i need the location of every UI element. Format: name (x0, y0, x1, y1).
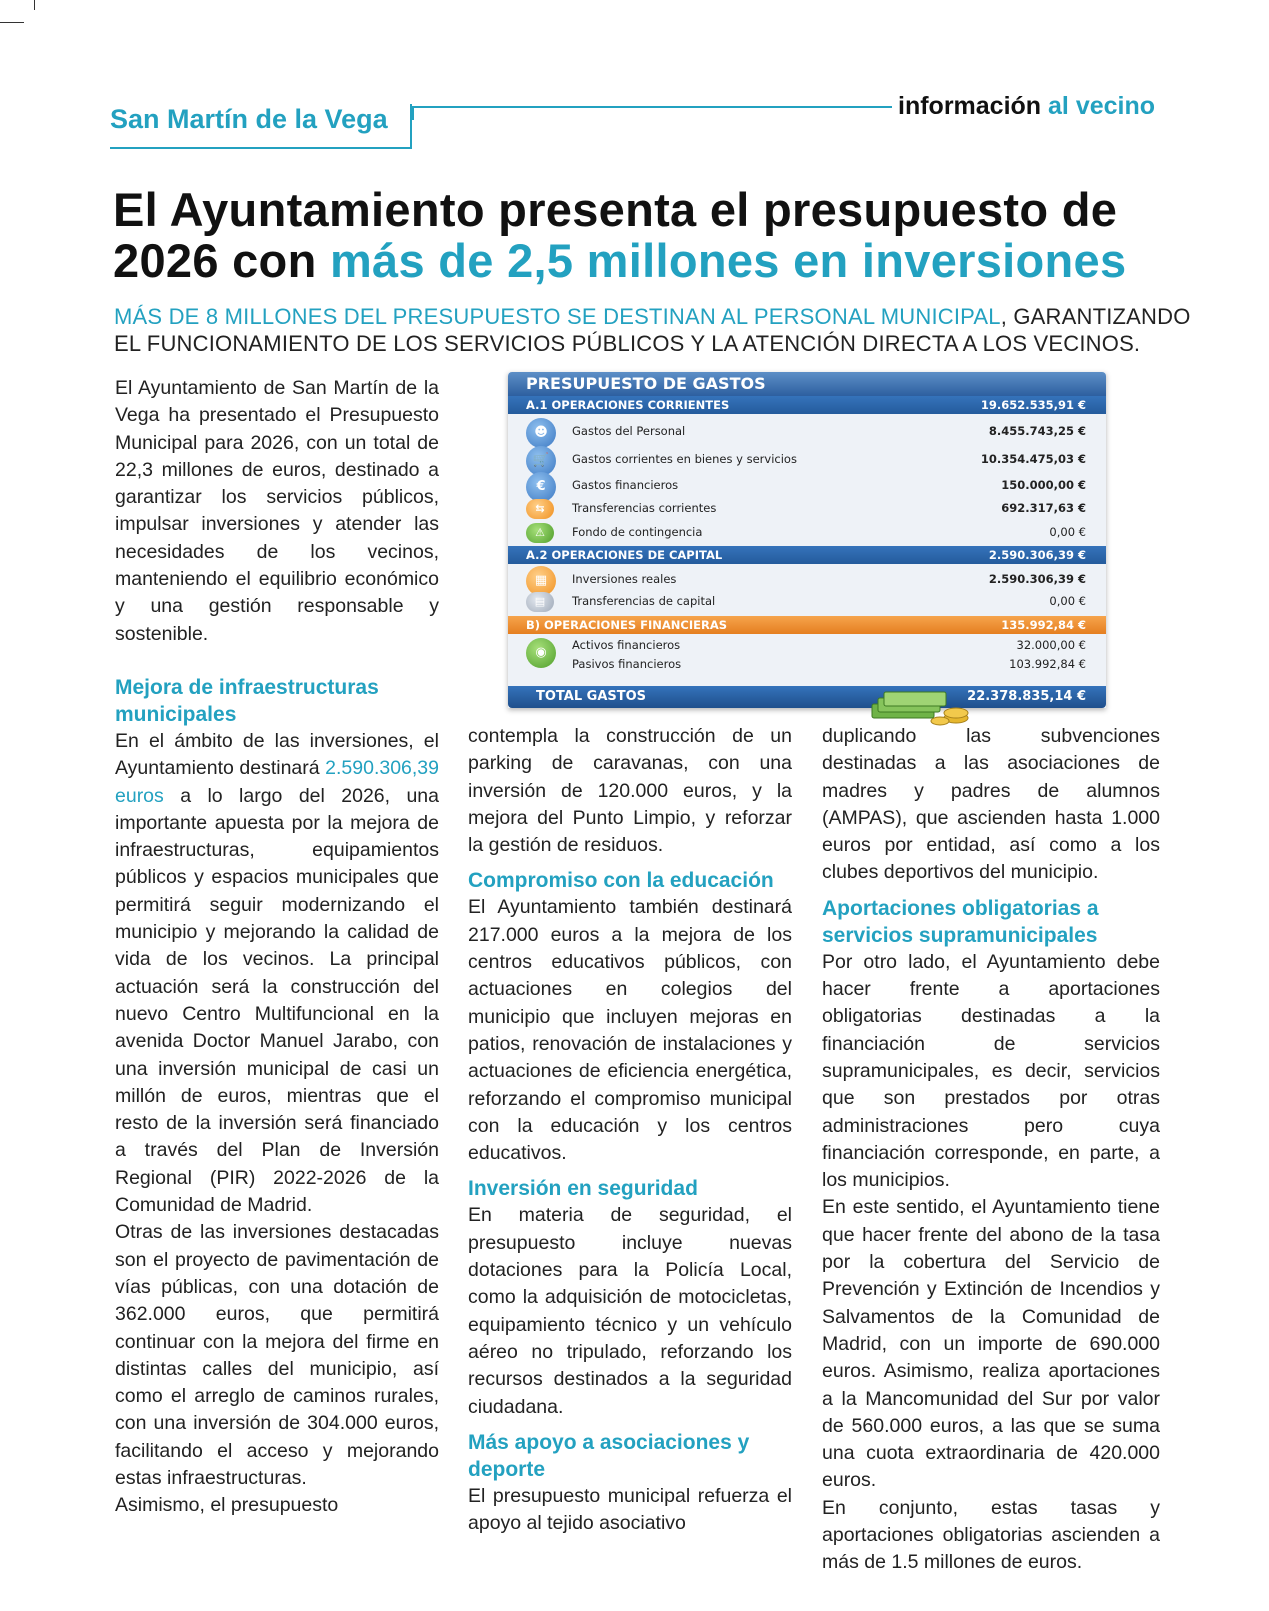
euro-shield-icon: € (526, 472, 556, 502)
row-value: 10.354.475,03 € (980, 452, 1086, 466)
heading-seguridad: Inversión en seguridad (468, 1177, 698, 1201)
person-icon: ☻ (526, 418, 556, 448)
header-rule-tick (412, 106, 414, 120)
subhead-rest: , GARANTIZANDO EL FUNCIONAMIENTO DE LOS SERVICIOS PÚBLICOS Y LA ATENCIÓN DIRECTA A LOS VECINOS. (114, 304, 1191, 356)
row-value: 0,00 € (1049, 525, 1086, 539)
row-value: 692.317,63 € (1001, 501, 1086, 515)
section-bar-a1 (508, 396, 1106, 414)
money-stack-icon (866, 690, 976, 726)
headline-main: El Ayuntamiento presenta el presupuesto de 2026 con (113, 183, 1118, 287)
budget-title: PRESUPUESTO DE GASTOS (508, 372, 1106, 396)
total-label: TOTAL GASTOS (536, 689, 647, 704)
supra-paragraph-2: En este sentido, el Ayuntamiento tiene que hacer frente del abono de la tasa por la cobertura del Servicio de Prevención y Extinción de Incendios y Salvamentos de la Comunidad de Madrid, con un importe de 690.000 euros. Asimismo, realiza aportaciones a la Mancomunidad del Sur por valor de 560.000 euros, a las que se suma una cuota extraordinaria de 420.000 euros. (822, 1196, 1160, 1492)
budget-row (508, 420, 1106, 442)
section-tag (898, 92, 1155, 121)
total-value: 22.378.835,14 € (967, 689, 1086, 704)
heading-supramunicipales: Aportaciones obligatorias a servicios supramunicipales (822, 896, 1099, 947)
row-label: Transferencias corrientes (572, 501, 717, 515)
associations-paragraph-continued: duplicando las subvenciones destinadas a las asociaciones de madres y padres de alumnos (AMPAS), que ascienden hasta 1.000 euros por entidad, así como a los clubes deportivos del municipio. (822, 725, 1160, 884)
row-label: Gastos corrientes en bienes y servicios (572, 452, 797, 466)
article-headline (113, 184, 1193, 286)
infra-paragraph-3-start: Asimismo, el presupuesto (115, 1494, 339, 1517)
a1-value: 19.652.535,91 € (980, 398, 1086, 412)
row-label: Activos financieros (572, 638, 681, 652)
row-label: Fondo de contingencia (572, 525, 703, 539)
column-3 (822, 723, 1160, 1577)
row-value: 8.455.743,25 € (988, 424, 1086, 438)
row-value: 150.000,00 € (1001, 478, 1086, 492)
transfer-arrows-icon: ⇆ (526, 499, 554, 519)
budget-row (508, 474, 1106, 496)
budget-row (508, 653, 1106, 675)
infra-paragraph-3-continued: contempla la construcción de un parking de caravanas, con una inversión de 120.000 euros, y la mejora del Punto Limpio, y reforzar la gestión de residuos. (468, 725, 792, 857)
security-paragraph: En materia de seguridad, el presupuesto incluye nuevas dotaciones para la Policía Local, como la adquisición de motocicletas, equipamiento técnico y un vehículo aéreo no tripulado, reforzando los recursos destinados a la seguridad ciudadana. (468, 1204, 792, 1418)
row-value: 103.992,84 € (1009, 657, 1086, 671)
intro-paragraph (115, 375, 439, 648)
cart-icon: 🛒 (526, 446, 556, 476)
intro-text: El Ayuntamiento de San Martín de la Vega ha presentado el Presupuesto Municipal para 2026, con un total de 22,3 millones de euros, destinado a garantizar los servicios públicos, impulsar inversiones y atender las necesidades de los vecinos, manteniendo el equilibrio económico y una gestión responsable y sostenible. (115, 377, 439, 645)
budget-table (508, 372, 1106, 708)
row-label: Gastos financieros (572, 478, 679, 492)
budget-row (508, 568, 1106, 590)
subhead-accent: MÁS DE 8 MILLONES DEL PRESUPUESTO SE DESTINAN AL PERSONAL MUNICIPAL (114, 304, 1001, 329)
banknote-icon: ▤ (526, 592, 554, 612)
b-label: B) OPERACIONES FINANCIERAS (526, 618, 727, 632)
heading-educacion: Compromiso con la educación (468, 869, 774, 893)
education-paragraph: El Ayuntamiento también destinará 217.000 euros a la mejora de los centros educativos públicos, con actuaciones en colegios del municipio que incluyen mejoras en patios, renovación de instalaciones y actuaciones de eficiencia energética, reforzando el compromiso municipal con la educación y los centros educativos. (468, 896, 792, 1165)
row-value: 0,00 € (1049, 594, 1086, 608)
section-tag-accent: al vecino (1048, 92, 1156, 120)
heading-infraestructuras: Mejora de infraestructuras municipales (115, 676, 379, 726)
column-1 (115, 674, 439, 1520)
budget-row (508, 497, 1106, 519)
crop-mark-horizontal (0, 22, 24, 23)
infra-paragraph-1 (115, 728, 439, 1219)
total-bar (508, 686, 1106, 708)
header-rule (412, 106, 892, 108)
heading-asociaciones: Más apoyo a asociaciones y deporte (468, 1430, 750, 1481)
row-label: Gastos del Personal (572, 424, 686, 438)
piggy-bank-icon: ◉ (526, 638, 556, 668)
row-value: 32.000,00 € (1016, 638, 1086, 652)
supra-paragraph-1: Por otro lado, el Ayuntamiento debe hacer frente a aportaciones obligatorias destinadas a la financiación de servicios supramunicipales, es decir, servicios que son prestados por otras administraciones pero cuya financiación corresponde, en parte, a los municipios. (822, 950, 1160, 1192)
crop-mark-vertical (34, 0, 35, 10)
section-bar-a2 (508, 546, 1106, 564)
budget-row (508, 590, 1106, 612)
infra-paragraph-2: Otras de las inversiones destacadas son el proyecto de pavimentación de vías públicas, con una dotación de 362.000 euros, que permitirá continuar con la mejora del firme en distintas calles del municipio, así como el arreglo de caminos rurales, con una inversión de 304.000 euros, facilitando el acceso y mejorando estas infraestructuras. (115, 1221, 439, 1490)
supra-paragraph-3: En conjunto, estas tasas y aportaciones obligatorias ascienden a más de 1.5 millones de euros. (822, 1496, 1160, 1574)
buildings-icon: ▦ (526, 566, 556, 596)
section-tag-bold: información (898, 92, 1042, 120)
section-bar-b (508, 616, 1106, 634)
infra-p1-after: a lo largo del 2026, una importante apuesta por la mejora de infraestructuras, equipamientos públicos y espacios municipales que permitirá seguir modernizando el municipio y mejorando la calidad de vida de los vecinos. La principal actuación será la construcción del nuevo Centro Multifuncional en la avenida Doctor Manuel Jarabo, con una inversión municipal de casi un millón de euros, mientras que el resto de la inversión será financiado a través del Plan de Inversión Regional (PIR) 2022-2026 de la Comunidad de Madrid. (115, 784, 439, 1217)
row-label: Inversiones reales (572, 572, 677, 586)
town-name: San Martín de la Vega (110, 104, 388, 134)
investment-amount: 2.590.306,39 euros (115, 757, 439, 807)
associations-paragraph-start: El presupuesto municipal refuerza el apoyo al tejido asociativo (468, 1484, 792, 1535)
article-subheadline (114, 303, 1194, 357)
budget-row (508, 448, 1106, 470)
row-label: Transferencias de capital (572, 594, 716, 608)
a2-label: A.2 OPERACIONES DE CAPITAL (526, 548, 723, 562)
row-label: Pasivos financieros (572, 657, 682, 671)
b-value: 135.992,84 € (1001, 618, 1086, 632)
headline-accent: más de 2,5 millones en inversiones (329, 234, 1127, 287)
column-2 (468, 723, 792, 1537)
row-value: 2.590.306,39 € (988, 572, 1086, 586)
warning-icon: ⚠ (526, 523, 554, 543)
infra-p1-before: En el ámbito de las inversiones, el Ayuntamiento destinará (115, 730, 439, 780)
a2-value: 2.590.306,39 € (988, 548, 1086, 562)
budget-row (508, 521, 1106, 543)
a1-label: A.1 OPERACIONES CORRIENTES (526, 398, 730, 412)
